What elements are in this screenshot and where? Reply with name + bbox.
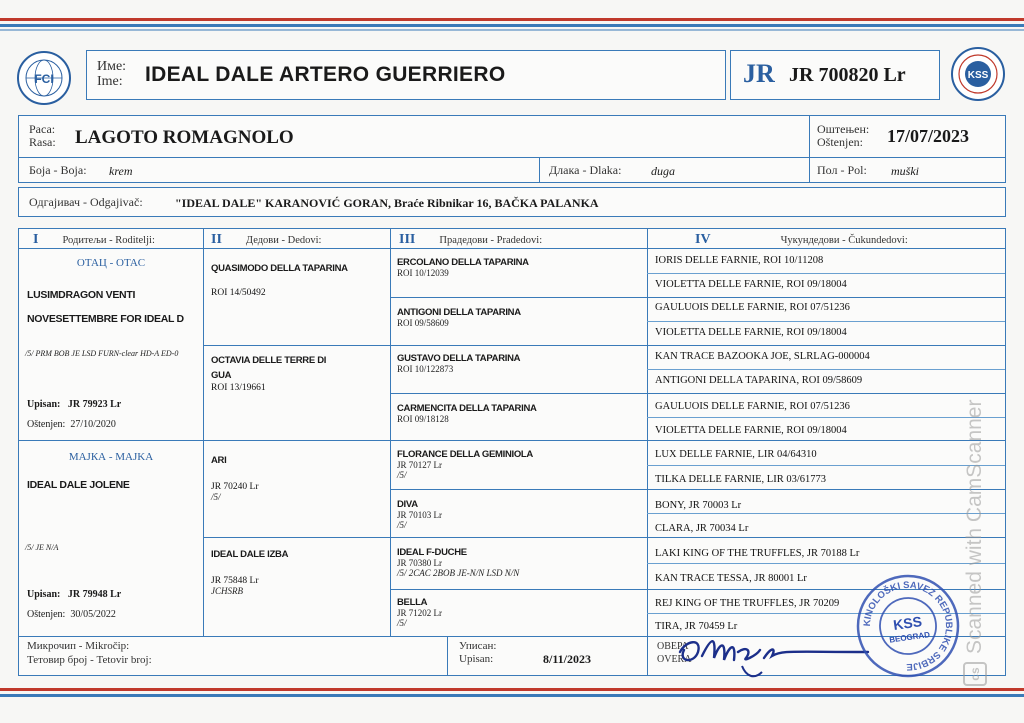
coat-label: Длака - Dlaka: bbox=[549, 163, 622, 177]
whelped-date: 17/07/2023 bbox=[887, 126, 970, 146]
col-great-grandparents-header: III Прадедови - Pradedovi: bbox=[399, 232, 543, 247]
breed-value: LAGOTO ROMAGNOLO bbox=[75, 127, 294, 148]
bottom-red-stripe bbox=[0, 688, 1024, 691]
gg-grandparent-15: REJ KING OF THE TRUFFLES, JR 70209 bbox=[655, 598, 840, 609]
kss-logo-icon bbox=[950, 46, 1006, 102]
great-grandparent-4: CARMENCITA DELLA TAPARINA ROI 09/18128 bbox=[397, 403, 537, 424]
gg-grandparent-11: BONY, JR 70003 Lr bbox=[655, 500, 742, 511]
great-grandparent-1: ERCOLANO DELLA TAPARINA ROI 10/12039 bbox=[397, 257, 529, 278]
dam-health: /5/ JE N/A bbox=[25, 543, 59, 552]
sire-health: /5/ PRM BOB JE LSD FURN-clear HD-A ED-0 bbox=[25, 349, 179, 358]
reg-prefix: JR bbox=[743, 59, 775, 88]
breed-label-lat: Rasa: bbox=[29, 135, 56, 149]
dam-title: МАЈКА - MAJKA bbox=[68, 451, 154, 463]
grandparent-2: OCTAVIA DELLE TERRE DI GUA ROI 13/19661 bbox=[211, 355, 327, 393]
stamp-ring-text: KINOLOŠKI SAVEZ REPUBLIKE SRBIJE bbox=[861, 579, 955, 673]
gg-grandparent-2: VIOLETTA DELLE FARNIE, ROI 09/18004 bbox=[655, 279, 847, 290]
gg-grandparent-5: KAN TRACE BAZOOKA JOE, SLRLAG-000004 bbox=[655, 351, 870, 362]
fci-logo-icon bbox=[16, 50, 72, 106]
registration-box bbox=[730, 50, 940, 100]
great-grandparent-3: GUSTAVO DELLA TAPARINA ROI 10/122873 bbox=[397, 353, 521, 374]
dam-name: IDEAL DALE JOLENE bbox=[27, 479, 130, 491]
col-grandparents-header: II Дедови - Dedovi: bbox=[211, 232, 322, 247]
gg-grandparent-13: LAKI KING OF THE TRUFFLES, JR 70188 Lr bbox=[655, 548, 860, 559]
sire-upisan: Upisan: JR 79923 Lr bbox=[27, 399, 122, 410]
gg-grandparent-16: TIRA, JR 70459 Lr bbox=[655, 621, 738, 632]
upisan-label-cyr: Уписан: bbox=[459, 640, 497, 652]
breeder-row bbox=[18, 187, 1006, 217]
coat-value: duga bbox=[651, 164, 675, 178]
upisan-date: 8/11/2023 bbox=[543, 652, 592, 666]
great-grandparent-7: IDEAL F-DUCHE JR 70380 Lr /5/ 2CAC 2BOB JE-N/N LSD N/N bbox=[397, 547, 520, 578]
great-grandparent-2: ANTIGONI DELLA TAPARINA ROI 09/58609 bbox=[397, 307, 521, 328]
gg-grandparent-10: TILKA DELLE FARNIE, LIR 03/61773 bbox=[655, 474, 826, 485]
great-grandparent-5: FLORANCE DELLA GEMINIOLA JR 70127 Lr /5/ bbox=[397, 449, 533, 480]
gg-grandparent-8: VIOLETTA DELLE FARNIE, ROI 09/18004 bbox=[655, 425, 847, 436]
breed-box bbox=[18, 115, 1006, 159]
top-red-stripe bbox=[0, 18, 1024, 21]
fci-logo-text: FCI bbox=[34, 72, 54, 86]
col-great-great-grandparents-header: IV Чукундедови - Čukundedovi: bbox=[695, 232, 908, 247]
breed-label-cyr: Раса: bbox=[29, 122, 56, 136]
name-label-lat: Ime: bbox=[97, 74, 123, 89]
sex-value: muški bbox=[891, 164, 919, 178]
gg-grandparent-4: VIOLETTA DELLE FARNIE, ROI 09/18004 bbox=[655, 327, 847, 338]
camscanner-watermark bbox=[960, 386, 990, 686]
gg-grandparent-6: ANTIGONI DELLA TAPARINA, ROI 09/58609 bbox=[655, 375, 863, 386]
signature-icon bbox=[672, 622, 872, 684]
breeder-value: "IDEAL DALE" KARANOVIĆ GORAN, Braće Ribnikar 16, BAČKA PALANKA bbox=[175, 196, 599, 210]
color-value: krem bbox=[109, 164, 133, 178]
whelped-label-cyr: Оштењен: bbox=[817, 122, 870, 136]
grandparent-3: ARI JR 70240 Lr /5/ bbox=[211, 455, 259, 502]
bottom-blue-stripe bbox=[0, 694, 1024, 697]
top-blue-stripe bbox=[0, 24, 1024, 27]
color-label: Боја - Boja: bbox=[29, 163, 87, 177]
sex-label: Пол - Pol: bbox=[817, 163, 867, 177]
great-grandparent-8: BELLA JR 71202 Lr /5/ bbox=[397, 597, 442, 628]
great-grandparent-6: DIVA JR 70103 Lr /5/ bbox=[397, 499, 442, 530]
sire-ostenjen: Oštenjen: 27/10/2020 bbox=[27, 419, 116, 430]
reg-number: JR 700820 Lr bbox=[789, 64, 906, 86]
sire-name-1: LUSIMDRAGON VENTI bbox=[27, 289, 136, 301]
upisan-label-lat: Upisan: bbox=[459, 653, 494, 665]
breeder-label: Одгајивач - Odgajivač: bbox=[29, 195, 143, 209]
microchip-label: Микрочип - Mikročip: bbox=[27, 640, 130, 652]
camscanner-text: Scanned with CamScanner bbox=[963, 399, 986, 654]
kss-logo-text: KSS bbox=[967, 70, 989, 81]
gg-grandparent-9: LUX DELLE FARNIE, LIR 04/64310 bbox=[655, 449, 817, 460]
dog-name: IDEAL DALE ARTERO GUERRIERO bbox=[145, 63, 506, 86]
attributes-row bbox=[18, 157, 1006, 183]
kss-stamp-icon bbox=[849, 567, 966, 684]
gg-grandparent-12: CLARA, JR 70034 Lr bbox=[655, 523, 749, 534]
gg-grandparent-14: KAN TRACE TESSA, JR 80001 Lr bbox=[655, 573, 807, 584]
stamp-city-text: BEOGRAD bbox=[888, 630, 931, 645]
gg-grandparent-7: GAULUOIS DELLE FARNIE, ROI 07/51236 bbox=[655, 401, 850, 412]
name-box bbox=[86, 50, 726, 100]
tattoo-label: Тетовир број - Tetovir broj: bbox=[27, 654, 152, 666]
sire-title: ОТАЦ - OTAC bbox=[76, 257, 146, 269]
name-label-cyr: Име: bbox=[97, 59, 127, 74]
dam-ostenjen: Oštenjen: 30/05/2022 bbox=[27, 609, 116, 620]
overa-label-lat: OVERA bbox=[657, 654, 692, 665]
gg-grandparent-1: IORIS DELLE FARNIE, ROI 10/11208 bbox=[655, 255, 824, 266]
overa-label-cyr: ОВЕРА bbox=[657, 641, 689, 652]
stamp-center-text: KSS bbox=[892, 613, 923, 633]
camscanner-logo-icon: cs bbox=[963, 662, 987, 686]
dam-upisan: Upisan: JR 79948 Lr bbox=[27, 589, 122, 600]
top-blue-stripe-thin bbox=[0, 29, 1024, 31]
pedigree-table bbox=[18, 228, 1006, 638]
grandparent-4: IDEAL DALE IZBA JR 75848 Lr JCHSRB bbox=[211, 549, 289, 596]
gg-grandparent-3: GAULUOIS DELLE FARNIE, ROI 07/51236 bbox=[655, 302, 850, 313]
sire-name-2: NOVESETTEMBRE FOR IDEAL D bbox=[27, 313, 184, 325]
col-parents-header: I Родитељи - Roditelji: bbox=[33, 232, 155, 247]
whelped-label-lat: Oštenjen: bbox=[817, 135, 863, 149]
grandparent-1: QUASIMODO DELLA TAPARINA ROI 14/50492 bbox=[211, 263, 348, 298]
